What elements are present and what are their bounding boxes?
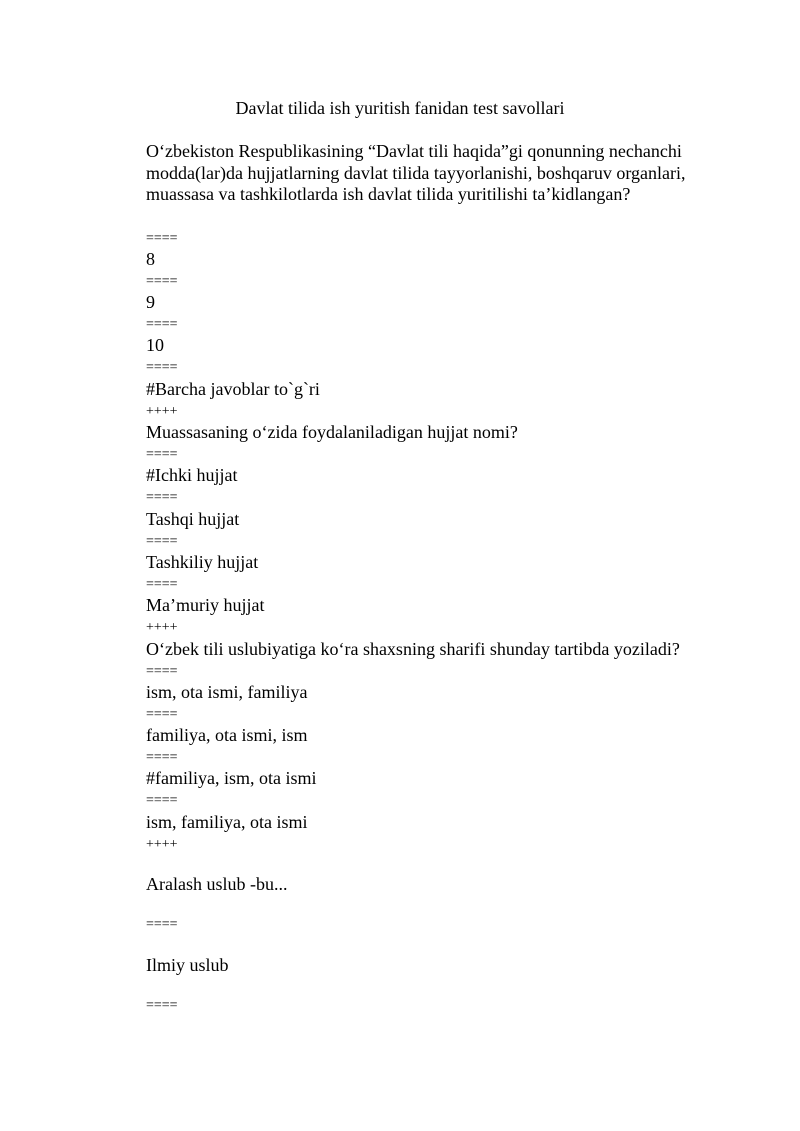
- q1-answer-2: 9: [146, 292, 155, 312]
- question-4-text: Aralash uslub -bu...: [146, 874, 288, 894]
- question-1-text: O‘zbekiston Respublikasining “Davlat tili haqida”gi qonunning nechanchi modda(lar)da hujjatlarning davlat tilida tayyorlanishi, boshqaruv organlari, muassasa va tashkilotlarda ish davlat tilida yuritilishi ta’kidlangan?: [146, 141, 686, 205]
- answer-separator: ====: [146, 534, 178, 549]
- answer-separator: ====: [146, 998, 178, 1013]
- answer-separator: ====: [146, 917, 178, 932]
- q2-answer-2: Tashqi hujjat: [146, 509, 240, 529]
- question-separator: ++++: [146, 620, 178, 635]
- answer-separator: ====: [146, 274, 178, 289]
- q2-answer-4: Ma’muriy hujjat: [146, 595, 265, 615]
- q3-answer-3-correct: #familiya, ism, ota ismi: [146, 768, 317, 788]
- q1-answer-1: 8: [146, 249, 155, 269]
- answer-separator: ====: [146, 447, 178, 462]
- answer-separator: ====: [146, 577, 178, 592]
- q3-answer-1: ism, ota ismi, familiya: [146, 682, 308, 702]
- answer-separator: ====: [146, 793, 178, 808]
- answer-separator: ====: [146, 231, 178, 246]
- answer-separator: ====: [146, 360, 178, 375]
- answer-separator: ====: [146, 490, 178, 505]
- answer-separator: ====: [146, 317, 178, 332]
- answer-separator: ====: [146, 750, 178, 765]
- q2-answer-1-correct: #Ichki hujjat: [146, 465, 238, 485]
- q1-answer-4-correct: #Barcha javoblar to`g`ri: [146, 379, 320, 399]
- document-title: Davlat tilida ish yuritish fanidan test savollari: [235, 98, 565, 118]
- q4-answer-1: Ilmiy uslub: [146, 955, 229, 975]
- question-2-text: Muassasaning o‘zida foydalaniladigan hujjat nomi?: [146, 422, 518, 442]
- question-separator: ++++: [146, 404, 178, 419]
- question-separator: ++++: [146, 837, 178, 852]
- answer-separator: ====: [146, 664, 178, 679]
- q3-answer-4: ism, familiya, ota ismi: [146, 812, 308, 832]
- q1-answer-3: 10: [146, 335, 164, 355]
- q2-answer-3: Tashkiliy hujjat: [146, 552, 259, 572]
- question-3-text: O‘zbek tili uslubiyatiga ko‘ra shaxsning sharifi shunday tartibda yoziladi?: [146, 639, 680, 659]
- answer-separator: ====: [146, 707, 178, 722]
- q3-answer-2: familiya, ota ismi, ism: [146, 725, 308, 745]
